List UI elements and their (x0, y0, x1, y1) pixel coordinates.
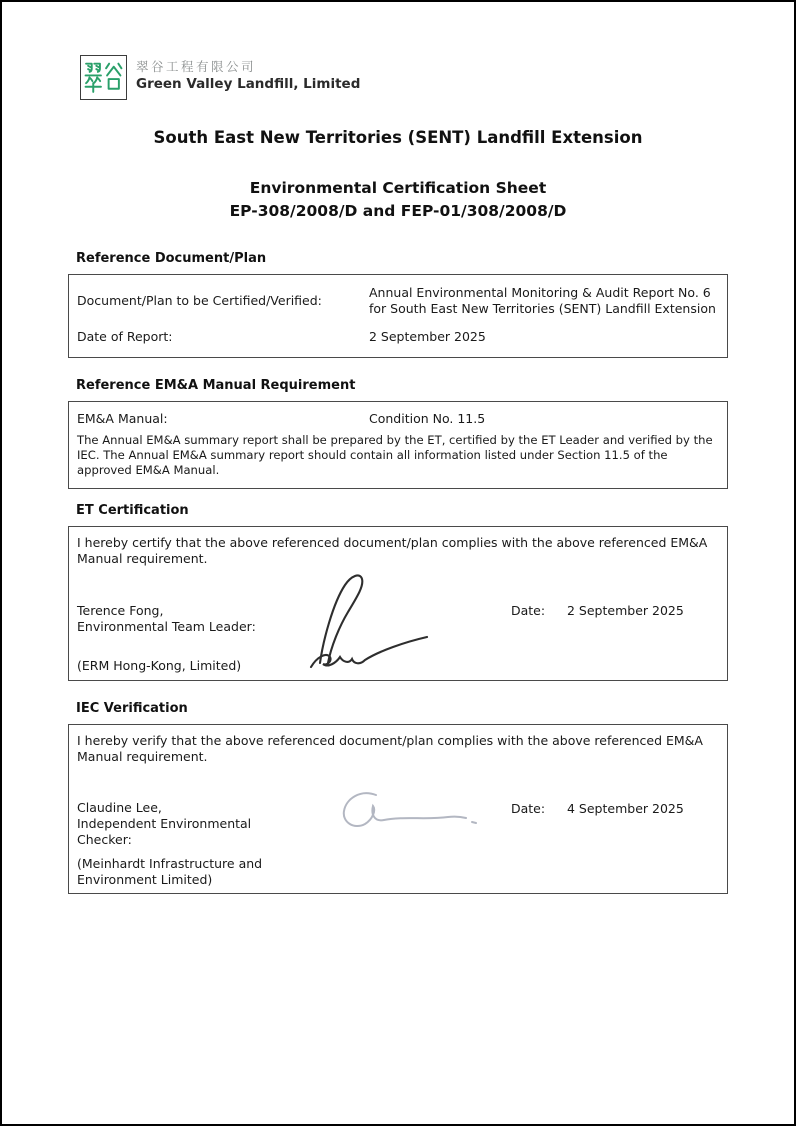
row-value: Annual Environmental Monitoring & Audit Report No. 6 for South East New Territories (SENT) Landfill Extension (369, 285, 716, 316)
logo-glyphs-icon (83, 59, 124, 96)
table-row (77, 411, 719, 427)
company-name-english: Green Valley Landfill, Limited (136, 76, 361, 92)
iec-checker-signature (324, 781, 494, 843)
iec-company-name: (Meinhardt Infrastructure and Environment Limited) (77, 856, 263, 887)
ema-requirement-description: The Annual EM&A summary report shall be prepared by the ET, certified by the ET Leader and verified by the IEC. The Annual EM&A summary report should contain all information listed under Section 11.5 of the approved EM&A Manual. (77, 433, 713, 477)
iec-verification-date: 4 September 2025 (567, 801, 684, 816)
signatory-name: Claudine Lee, (77, 800, 162, 815)
reference-document-table (68, 274, 728, 358)
document-subtitle (2, 177, 794, 223)
signatory-title: Independent Environmental Checker: (77, 816, 252, 847)
document-title: South East New Territories (SENT) Landfill Extension (153, 128, 643, 147)
et-company-name: (ERM Hong-Kong, Limited) (77, 658, 242, 673)
company-name-chinese: 翠谷工程有限公司 (136, 59, 257, 74)
et-signatory-block (77, 603, 277, 635)
iec-verification-box (68, 724, 728, 894)
section-heading-reference-document: Reference Document/Plan (76, 251, 267, 266)
date-label: Date: (511, 603, 546, 618)
table-row (77, 285, 719, 316)
row-value: Condition No. 11.5 (369, 410, 486, 426)
company-name-block (136, 55, 360, 93)
signatory-name: Terence Fong, (77, 603, 164, 618)
section-heading-reference-ema: Reference EM&A Manual Requirement (76, 377, 356, 393)
company-logo-header (80, 55, 794, 100)
et-certification-box (68, 526, 728, 681)
green-valley-logo-icon (80, 55, 127, 100)
row-label: Document/Plan to be Certified/Verified: (77, 292, 322, 308)
table-row (77, 329, 719, 345)
verification-statement: I hereby verify that the above referenced document/plan complies with the above referenced EM&A Manual requirement. (77, 733, 703, 764)
reference-ema-table (68, 401, 728, 490)
subtitle-permit-numbers: EP-308/2008/D and FEP-01/308/2008/D (229, 202, 567, 220)
signatory-title: Environmental Team Leader: (77, 619, 256, 634)
row-value: 2 September 2025 (369, 329, 486, 344)
section-heading-et-certification: ET Certification (76, 503, 189, 518)
section-heading-iec-verification: IEC Verification (76, 701, 188, 716)
subtitle-sheet-name: Environmental Certification Sheet (249, 179, 547, 197)
row-label: Date of Report: (77, 329, 173, 344)
et-certification-date: 2 September 2025 (567, 603, 684, 618)
date-label: Date: (511, 801, 546, 816)
row-label: EM&A Manual: (77, 410, 168, 426)
document-body (68, 251, 728, 894)
iec-signatory-block (77, 800, 265, 848)
certification-statement: I hereby certify that the above referenced document/plan complies with the above referenced EM&A Manual requirement. (77, 535, 708, 566)
